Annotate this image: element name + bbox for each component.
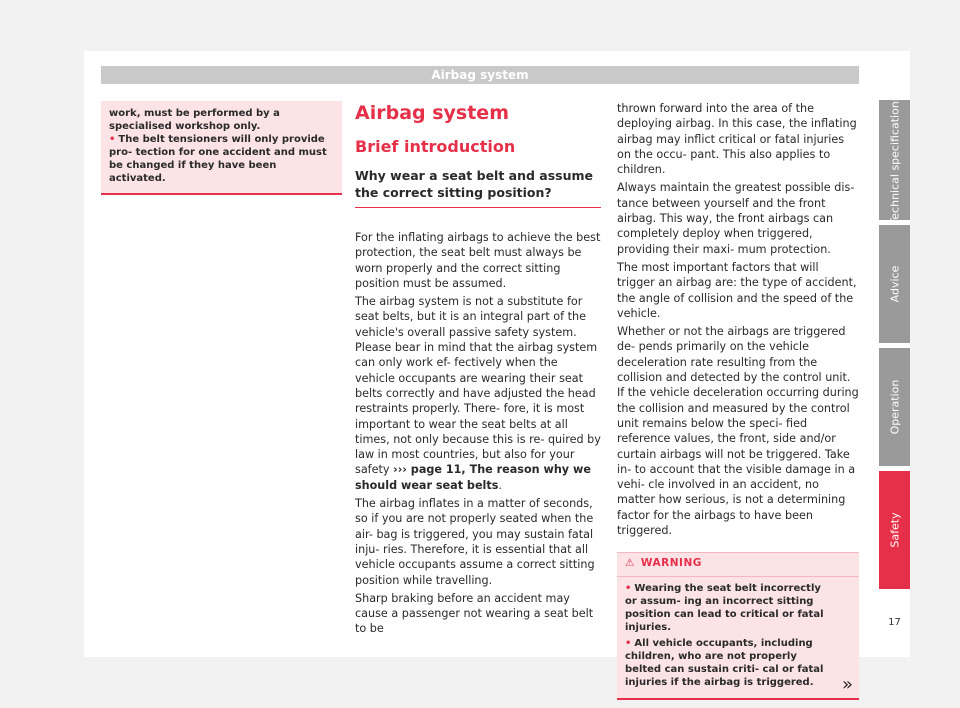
paragraph: thrown forward into the area of the deploying airbag. In this case, the inflating airbag may inflict critical or fatal injuries on the occu- pant. This also applies to children. [617,102,857,177]
tab-safety[interactable] [879,471,910,589]
section-title: Airbag system [355,102,509,124]
paragraph-end: . [498,478,502,492]
body-text [617,101,859,538]
bullet-icon: • [109,134,116,145]
tab-label: Technical specifications [888,95,901,225]
tab-label: Operation [888,379,901,435]
paragraph: Sharp braking before an accident may cause a passenger not wearing a seat belt to be [355,591,594,636]
warning-item-text: Wearing the seat belt incorrectly or assum- ing an incorrect sitting position can lead to critical or fatal injuries. [625,583,824,634]
warning-bullet-item [109,133,334,185]
paragraph: For the inflating airbags to achieve the best protection, the seat belt must always be worn properly and the correct sitting position must be assumed. [355,231,601,290]
page-number: 17 [888,617,901,628]
warning-box-continued [101,101,342,195]
warning-title: WARNING [640,557,702,570]
running-header: Airbag system [101,66,859,84]
warning-continued-text: work, must be performed by a specialised workshop only. [109,108,280,132]
column-middle [355,101,601,640]
paragraph: Always maintain the greatest possible dis- tance between yourself and the front airbag. This way, the front airbags can completely deploy when triggered, providing their maxi- mum protection. [617,181,855,256]
topic-heading-wrap [355,167,601,208]
paragraph: The airbag inflates in a matter of seconds, so if you are not properly seated when the air- bag is triggered, you may sustain fatal inju- ries. Therefore, it is essential that all vehicle occupants assume a correct sitting position while travelling. [355,497,595,587]
bullet-icon: • [625,638,632,650]
tab-advice[interactable] [879,225,910,343]
tab-label: Advice [888,265,901,303]
bullet-icon: • [625,583,632,595]
tab-technical-specifications[interactable] [879,95,910,225]
warning-items [617,582,859,698]
warning-header [617,553,859,577]
paragraph: Whether or not the airbags are triggered de- pends primarily on the vehicle deceleration rate resulting from the collision and detected by the control unit. If the vehicle deceleration occurring during the collision and measured by the control unit remains below the speci- fied reference values, the front, side and/or curtain airbags will not be triggered. Take in- to account that the visible damage in a vehi- cle involved in an accident, no matter how serious, is not a determining factor for the airbags to have been triggered. [617,325,859,538]
warning-item [625,637,833,689]
body-text [355,230,601,637]
tab-operation[interactable] [879,348,910,466]
warning-item [625,582,833,634]
tab-label: Safety [888,512,901,548]
subsection-title: Brief introduction [355,137,516,156]
manual-page [84,51,910,696]
cross-reference-link[interactable]: ››› page 11, The reason why we should wear seat belts [355,463,591,492]
paragraph: The most important factors that will trigger an airbag are: the type of accident, the angle of collision and the speed of the vehicle. [617,260,857,320]
warning-triangle-icon: ⚠ [625,557,635,570]
warning-box [617,552,859,700]
paragraph [355,294,601,493]
column-right [617,101,859,700]
column-left [101,101,342,195]
topic-heading: Why wear a seat belt and assume the correct sitting position? [355,168,594,200]
warning-item-text: All vehicle occupants, including children, who are not properly belted can sustain criti- cal or fatal injuries if the airbag is triggered. [625,638,824,689]
paragraph-text: The airbag system is not a substitute for seat belts, but it is an integral part of the vehicle's overall passive safety system. Please bear in mind that the airbag system can only work ef- fectively when the vehicle occupants are wearing their seat belts correctly and have adjusted the head restraints properly. There- fore, it is most important to wear the seat belts at all times, not only because this is re- quired by law in most countries, but also for your safety [355,295,601,477]
warning-bullet-text: The belt tensioners will only provide pro- tection for one accident and must be changed if they have been activated. [109,134,327,184]
continued-arrow-icon: » [841,674,853,696]
